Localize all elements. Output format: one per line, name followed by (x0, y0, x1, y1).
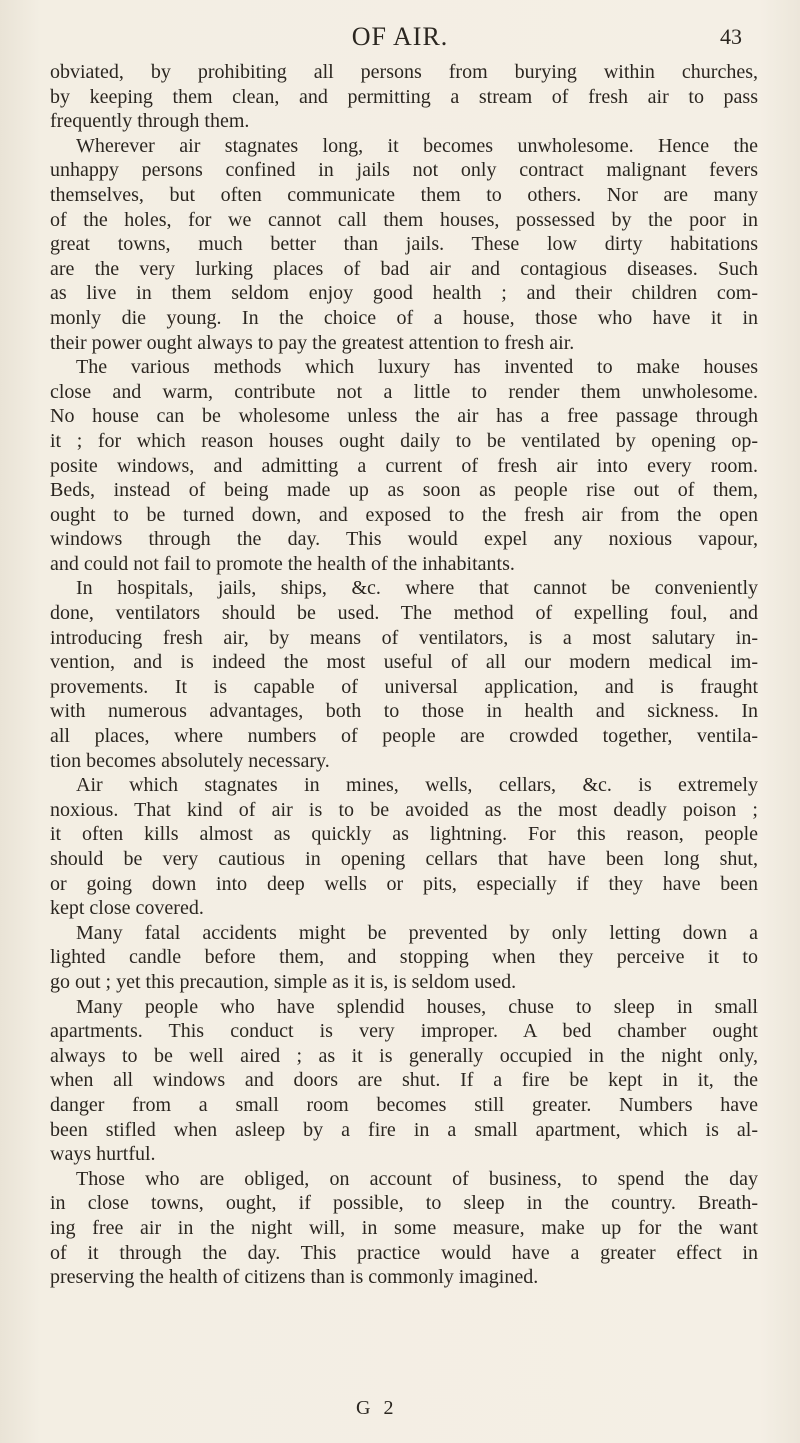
text-line: in close towns, ought, if possible, to sleep in the country. Breath- (50, 1192, 758, 1215)
text-line: introducing fresh air, by means of ventilators, is a most salutary in- (50, 626, 758, 649)
text-line: by keeping them clean, and permitting a stream of fresh air to pass (50, 85, 758, 108)
text-line: with numerous advantages, both to those in health and sickness. In (50, 700, 758, 723)
text-line: Beds, instead of being made up as soon as people rise out of them, (50, 479, 758, 502)
text-line: In hospitals, jails, ships, &c. where that cannot be conveniently (76, 577, 758, 600)
text-line: Those who are obliged, on account of business, to spend the day (76, 1167, 758, 1190)
text-line: it often kills almost as quickly as lightning. For this reason, people (50, 823, 758, 846)
text-line: should be very cautious in opening cellars that have been long shut, (50, 848, 758, 870)
text-line: close and warm, contribute not a little to render them unwholesome. (50, 380, 758, 403)
text-line: monly die young. In the choice of a house, those who have it in (50, 306, 758, 329)
text-line: of the holes, for we cannot call them houses, possessed by the poor in (50, 208, 758, 231)
text-line: been stifled when asleep by a fire in a small apartment, which is al- (50, 1118, 758, 1141)
text-line: Many people who have splendid houses, chuse to sleep in small (76, 995, 758, 1018)
text-line: their power ought always to pay the greatest attention to fresh air. (50, 331, 575, 354)
text-line: themselves, but often communicate them to others. Nor are many (50, 183, 758, 206)
text-line: noxious. That kind of air is to be avoided as the most deadly poison ; (50, 798, 758, 821)
text-line: lighted candle before them, and stopping when they perceive it to (50, 946, 758, 969)
text-line: always to be well aired ; as it is generally occupied in the night only, (50, 1044, 758, 1067)
text-line: when all windows and doors are shut. If a fire be kept in it, the (50, 1069, 758, 1092)
page-number: 43 (720, 24, 742, 49)
text-line: as live in them seldom enjoy good health ; and their children com- (50, 282, 758, 305)
text-line: are the very lurking places of bad air and contagious diseases. Such (50, 257, 758, 280)
text-line: apartments. This conduct is very improper. A bed chamber ought (50, 1020, 758, 1043)
text-line: Many fatal accidents might be prevented by only letting down a (76, 921, 758, 944)
text-line: posite windows, and admitting a current of fresh air into every room. (50, 454, 758, 477)
text-line: of it through the day. This practice would have a greater effect in (50, 1241, 758, 1264)
text-line: Air which stagnates in mines, wells, cellars, &c. is extremely (76, 774, 758, 797)
text-line: ways hurtful. (50, 1143, 156, 1166)
text-line: No house can be wholesome unless the air has a free passage through (50, 405, 758, 428)
text-line: danger from a small room becomes still greater. Numbers have (50, 1093, 758, 1116)
text-line: preserving the health of citizens than is commonly imagined. (50, 1266, 539, 1289)
text-line: unhappy persons confined in jails not only contract malignant fevers (50, 159, 758, 182)
body-text (50, 60, 758, 1290)
signature-mark: G 2 (356, 1397, 398, 1419)
text-line: all places, where numbers of people are crowded together, ventila- (50, 725, 758, 748)
text-line: tion becomes absolutely necessary. (50, 749, 330, 772)
running-title: OF AIR. (351, 22, 449, 51)
text-line: Wherever air stagnates long, it becomes unwholesome. Hence the (76, 134, 758, 157)
running-head (0, 18, 800, 58)
text-line: obviated, by prohibiting all persons from burying within churches, (50, 61, 758, 83)
text-line: or going down into deep wells or pits, especially if they have been (50, 872, 758, 895)
text-line: it ; for which reason houses ought daily to be ventilated by opening op- (50, 429, 758, 452)
text-line: great towns, much better than jails. These low dirty habitations (50, 233, 758, 256)
text-line: go out ; yet this precaution, simple as it is, is seldom used. (50, 970, 517, 993)
text-line: ing free air in the night will, in some measure, make up for the want (50, 1216, 758, 1239)
text-line: The various methods which luxury has invented to make houses (76, 356, 758, 379)
text-line: vention, and is indeed the most useful of all our modern medical im- (50, 651, 758, 674)
text-line: ought to be turned down, and exposed to the fresh air from the open (50, 503, 758, 526)
text-line: and could not fail to promote the health of the inhabitants. (50, 552, 515, 575)
text-line: kept close covered. (50, 897, 204, 920)
text-line: done, ventilators should be used. The method of expelling foul, and (50, 602, 758, 625)
text-line: windows through the day. This would expel any noxious vapour, (50, 528, 758, 551)
text-line: frequently through them. (50, 110, 250, 133)
text-line: provements. It is capable of universal application, and is fraught (50, 675, 758, 698)
